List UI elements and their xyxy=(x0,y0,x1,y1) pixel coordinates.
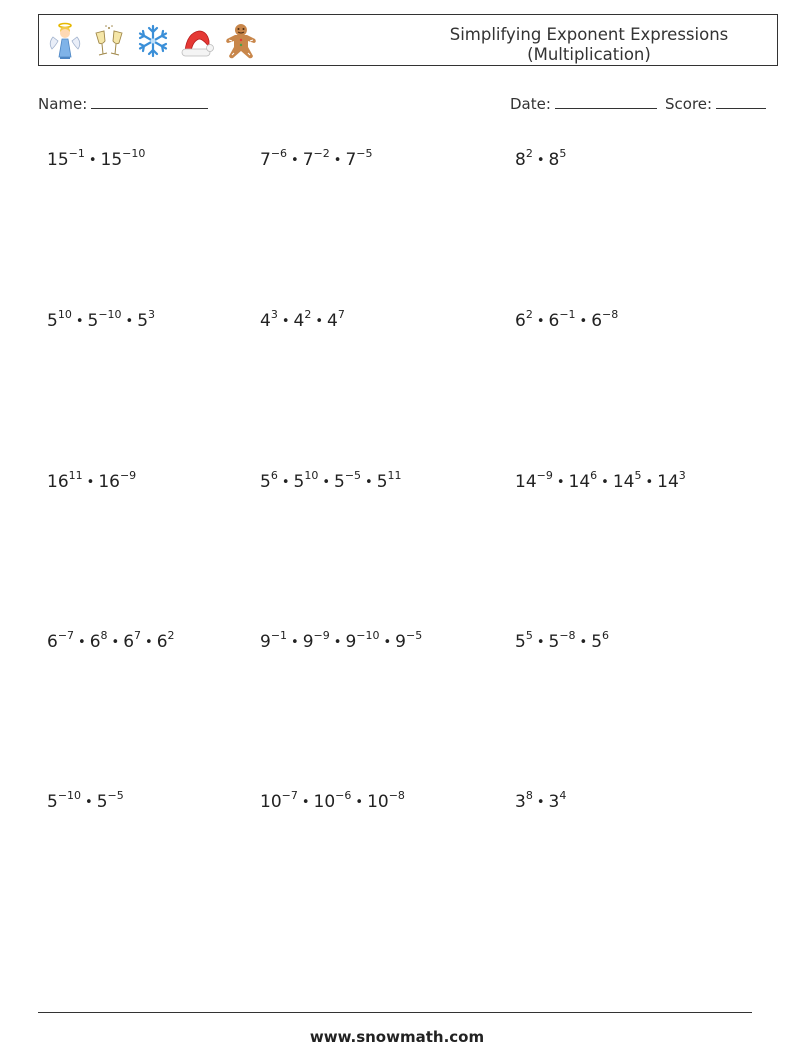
base: 15 xyxy=(47,150,69,170)
exponent: −1 xyxy=(270,629,288,642)
multiply-dot: • xyxy=(315,314,323,329)
base: 5 xyxy=(591,632,603,652)
base: 5 xyxy=(293,472,305,492)
base: 9 xyxy=(260,632,271,652)
multiply-dot: • xyxy=(88,153,97,168)
base: 5 xyxy=(548,632,560,652)
multiply-dot: • xyxy=(383,635,392,650)
exponent: −10 xyxy=(98,308,122,321)
base: 10 xyxy=(313,792,336,812)
multiply-dot: • xyxy=(78,635,86,650)
score-label: Score: xyxy=(665,95,713,113)
multiply-dot: • xyxy=(145,635,153,650)
base: 5 xyxy=(137,311,149,331)
footer-url: www.snowmath.com xyxy=(309,1028,485,1046)
multiply-dot: • xyxy=(75,314,84,329)
problem-6 xyxy=(515,308,619,331)
problem-13 xyxy=(47,789,124,812)
exponent: −5 xyxy=(107,789,124,802)
name-field[interactable] xyxy=(38,94,208,113)
base: 4 xyxy=(260,311,271,331)
exponent: 2 xyxy=(304,308,312,321)
snowflake-icon xyxy=(135,21,171,61)
base: 5 xyxy=(334,472,345,492)
exponent: −10 xyxy=(57,789,82,802)
exponent: 2 xyxy=(525,147,533,160)
exponent: −10 xyxy=(356,629,380,642)
base: 7 xyxy=(345,150,357,170)
exponent: 2 xyxy=(167,629,175,642)
exponent: −9 xyxy=(119,469,137,482)
exponent: 5 xyxy=(559,147,567,160)
exponent: −1 xyxy=(68,147,85,160)
multiply-dot: • xyxy=(111,635,120,650)
base: 9 xyxy=(345,632,357,652)
exponent: −10 xyxy=(122,147,146,160)
base: 6 xyxy=(591,311,603,331)
base: 10 xyxy=(260,792,282,812)
base: 7 xyxy=(260,150,271,170)
problem-3 xyxy=(515,147,567,170)
base: 16 xyxy=(47,472,69,492)
base: 10 xyxy=(367,792,389,812)
exponent: −8 xyxy=(602,308,619,321)
multiply-dot: • xyxy=(291,635,299,650)
multiply-dot: • xyxy=(536,635,545,650)
name-blank[interactable] xyxy=(91,94,208,109)
base: 5 xyxy=(87,311,99,331)
exponent: 8 xyxy=(100,629,108,642)
base: 5 xyxy=(47,792,58,812)
multiply-dot: • xyxy=(125,314,134,329)
champagne-glasses-icon xyxy=(91,21,127,61)
multiply-dot: • xyxy=(365,475,373,490)
worksheet-title xyxy=(389,25,789,65)
multiply-dot: • xyxy=(291,153,299,168)
date-label: Date: xyxy=(510,95,551,113)
base: 6 xyxy=(123,632,135,652)
score-field[interactable] xyxy=(665,94,766,113)
exponent: −7 xyxy=(281,789,298,802)
problem-11 xyxy=(260,629,423,652)
exponent: 2 xyxy=(525,308,533,321)
exponent: 11 xyxy=(68,469,83,482)
multiply-dot: • xyxy=(333,635,342,650)
multiply-dot: • xyxy=(579,314,588,329)
problem-4 xyxy=(47,308,156,331)
problem-15 xyxy=(515,789,567,812)
exponent: 3 xyxy=(678,469,686,482)
base: 5 xyxy=(260,472,271,492)
multiply-dot: • xyxy=(333,153,342,168)
base: 6 xyxy=(548,311,560,331)
exponent: −8 xyxy=(559,629,576,642)
multiply-dot: • xyxy=(645,475,654,490)
base: 3 xyxy=(548,792,560,812)
multiply-dot: • xyxy=(556,475,565,490)
date-blank[interactable] xyxy=(555,94,657,109)
multiply-dot: • xyxy=(85,795,93,810)
multiply-dot: • xyxy=(281,475,290,490)
base: 6 xyxy=(515,311,526,331)
base: 6 xyxy=(156,632,168,652)
base: 8 xyxy=(515,150,526,170)
exponent: 4 xyxy=(559,789,567,802)
problem-2 xyxy=(260,147,373,170)
base: 14 xyxy=(657,472,679,492)
exponent: 10 xyxy=(304,469,319,482)
multiply-dot: • xyxy=(281,314,290,329)
exponent: 7 xyxy=(337,308,345,321)
gingerbread-man-icon xyxy=(223,21,259,61)
exponent: 10 xyxy=(57,308,72,321)
footer-divider xyxy=(38,1012,752,1013)
problem-12 xyxy=(515,629,610,652)
problem-9 xyxy=(515,469,686,492)
multiply-dot: • xyxy=(601,475,609,490)
multiply-dot: • xyxy=(536,795,545,810)
exponent: 5 xyxy=(525,629,533,642)
date-field[interactable] xyxy=(510,94,657,113)
exponent: 6 xyxy=(590,469,598,482)
exponent: −9 xyxy=(536,469,553,482)
exponent: 6 xyxy=(602,629,610,642)
base: 6 xyxy=(47,632,58,652)
exponent: 8 xyxy=(525,789,533,802)
exponent: 6 xyxy=(270,469,278,482)
problem-7 xyxy=(47,469,137,492)
exponent: 11 xyxy=(387,469,402,482)
base: 15 xyxy=(100,150,123,170)
santa-hat-icon xyxy=(179,21,215,61)
exponent: −7 xyxy=(57,629,75,642)
base: 9 xyxy=(302,632,314,652)
exponent: −8 xyxy=(388,789,405,802)
base: 9 xyxy=(395,632,406,652)
exponent: −6 xyxy=(270,147,288,160)
exponent: 3 xyxy=(148,308,156,321)
worksheet-header xyxy=(38,14,778,66)
exponent: 5 xyxy=(634,469,642,482)
exponent: −5 xyxy=(405,629,423,642)
base: 4 xyxy=(327,311,338,331)
problem-5 xyxy=(260,308,345,331)
exponent: −2 xyxy=(313,147,330,160)
base: 5 xyxy=(47,311,58,331)
multiply-dot: • xyxy=(579,635,588,650)
problem-14 xyxy=(260,789,405,812)
header-icons xyxy=(47,21,259,61)
multiply-dot: • xyxy=(86,475,95,490)
title-line-2: (Multiplication) xyxy=(527,45,651,64)
base: 14 xyxy=(568,472,591,492)
multiply-dot: • xyxy=(355,795,364,810)
exponent: −9 xyxy=(313,629,330,642)
base: 7 xyxy=(302,150,314,170)
title-line-1: Simplifying Exponent Expressions xyxy=(449,25,729,44)
problem-10 xyxy=(47,629,175,652)
multiply-dot: • xyxy=(301,795,310,810)
base: 6 xyxy=(89,632,101,652)
exponent: −5 xyxy=(356,147,373,160)
base: 16 xyxy=(98,472,120,492)
exponent: −6 xyxy=(335,789,352,802)
name-label: Name: xyxy=(38,95,88,113)
exponent: −5 xyxy=(344,469,362,482)
exponent: 3 xyxy=(270,308,278,321)
problem-8 xyxy=(260,469,402,492)
exponent: −1 xyxy=(559,308,576,321)
multiply-dot: • xyxy=(536,314,545,329)
problem-1 xyxy=(47,147,146,170)
exponent: 7 xyxy=(134,629,142,642)
score-blank[interactable] xyxy=(716,94,766,109)
angel-icon xyxy=(47,21,83,61)
base: 3 xyxy=(515,792,526,812)
base: 4 xyxy=(293,311,305,331)
base: 14 xyxy=(515,472,537,492)
multiply-dot: • xyxy=(536,153,545,168)
base: 5 xyxy=(96,792,108,812)
base: 8 xyxy=(548,150,560,170)
base: 5 xyxy=(515,632,526,652)
base: 5 xyxy=(376,472,388,492)
base: 14 xyxy=(612,472,635,492)
multiply-dot: • xyxy=(322,475,330,490)
